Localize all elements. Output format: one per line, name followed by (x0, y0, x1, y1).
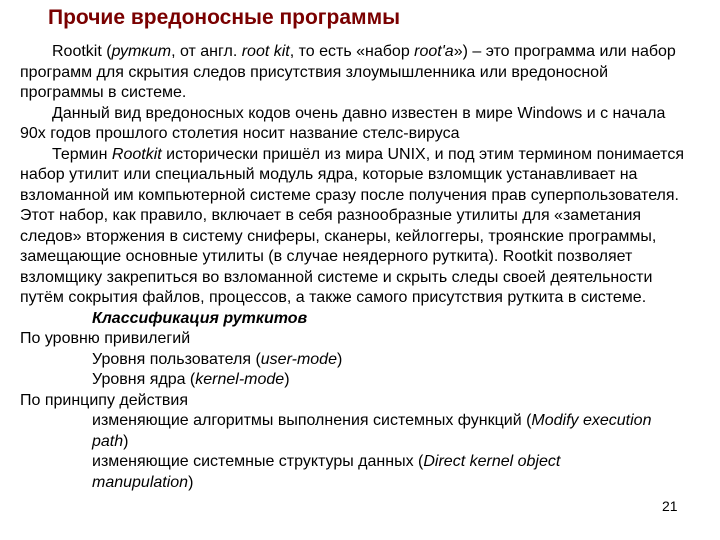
page-title: Прочие вредоносные программы (48, 6, 401, 29)
group-principle: По принципу действия (20, 391, 188, 409)
term-rootkit: Rootkit (111, 145, 162, 163)
paragraph-stealth: Данный вид вредоносных кодов очень давно известен в мире Windows и с начала 90х годов прошлого столетия носит название стелс-вируса (20, 104, 666, 142)
group-privilege: По уровню привилегий (20, 330, 191, 347)
paragraph-rootkit-definition: Rootkit (руткит, от англ. root kit, то есть «набор root'a») – это программа или набор программ для скрытия следов присутствия злоумышленника или вредоносной программы в системе. (20, 43, 676, 101)
page-number: 21 (662, 498, 678, 514)
item-direct-kernel-object: изменяющие системные структуры данных (Direct kernel object manupulation) (92, 453, 561, 491)
item-modify-execution-path: изменяющие алгоритмы выполнения системных функций (Modify execution path) (92, 412, 652, 450)
item-user-mode: Уровня пользователя (user-mode) (92, 350, 343, 368)
item-kernel-mode: Уровня ядра (kernel-mode) (92, 371, 290, 388)
slide-body (20, 42, 692, 493)
classification-heading: Классификация руткитов (92, 309, 308, 327)
paragraph-unix: Термин Rootkit исторически пришёл из мира UNIX, и под этим термином понимается набор утилит или специальный модуль ядра, которые взломщик устанавливает на взломанной им компьютерной системе сразу после получения прав суперпользователя. Этот набор, как правило, включает в себя разнообразные утилиты для «заметания следов» вторжения в систему сниферы, сканеры, кейлоггеры, троянские программы, замещающие основные утилиты (в случае неядерного руткита). Rootkit позволяет взломщику закрепиться во взломанной системе и скрыть следы своей деятельности путём сокрытия файлов, процессов, а также самого присутствия руткита в системе. (20, 145, 684, 306)
term-rootkit: Rootkit (52, 43, 102, 60)
